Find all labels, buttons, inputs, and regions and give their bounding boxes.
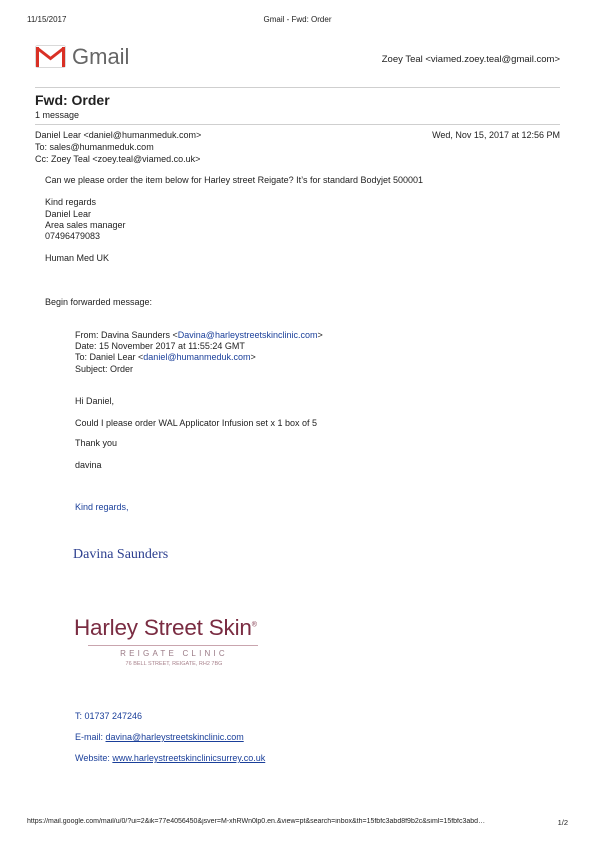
fwd-to-suffix: > — [250, 352, 256, 362]
contact-email — [75, 732, 244, 744]
fwd-from — [75, 330, 323, 342]
message-to: To: sales@humanmeduk.com — [35, 142, 154, 152]
forward-intro: Begin forwarded message: — [45, 297, 153, 307]
gmail-envelope-icon — [35, 45, 66, 68]
fwd-to-prefix: To: Daniel Lear < — [75, 352, 144, 362]
divider — [35, 124, 560, 125]
message-count: 1 message — [35, 110, 80, 120]
company-name: Human Med UK — [45, 253, 110, 263]
fwd-from-suffix: > — [317, 330, 323, 340]
clinic-logo-name: Harley Street Skin — [74, 615, 252, 640]
gmail-logo — [35, 45, 66, 73]
fwd-signoff: davina — [75, 460, 102, 470]
signature-phone: 07496479083 — [45, 231, 101, 241]
fwd-from-prefix: From: Davina Saunders < — [75, 330, 178, 340]
contact-website-label: Website: — [75, 753, 113, 763]
fwd-thanks: Thank you — [75, 438, 118, 448]
fwd-to-email-link[interactable]: daniel@humanmeduk.com — [143, 352, 251, 362]
clinic-logo-address: 76 BELL STREET, REIGATE, RH2 7BG — [125, 661, 223, 667]
contact-email-link[interactable]: davina@harleystreetskinclinic.com — [105, 732, 244, 742]
kind-regards: Kind regards, — [75, 502, 129, 512]
fwd-request: Could I please order WAL Applicator Infusion set x 1 box of 5 — [75, 418, 317, 428]
print-date: 11/15/2017 — [27, 15, 67, 24]
contact-website-link[interactable]: www.harleystreetskinclinicsurrey.co.uk — [112, 753, 266, 763]
body-line: Can we please order the item below for Harley street Reigate? It’s for standard Bodyjet 500001 — [45, 175, 424, 185]
page-number: 1/2 — [557, 818, 568, 827]
clinic-logo — [74, 615, 274, 673]
print-title: Gmail - Fwd: Order — [263, 15, 332, 24]
fwd-subject: Subject: Order — [75, 364, 134, 374]
message-date: Wed, Nov 15, 2017 at 12:56 PM — [432, 130, 560, 140]
fwd-date: Date: 15 November 2017 at 11:55:24 GMT — [75, 341, 245, 351]
print-url: https://mail.google.com/mail/u/0/?ui=2&ik=77e4056450&jsver=M-xhRWn0lp0.en.&view=pt&search=inbox&th=15fbfc3abd8f9b2c&siml=15fbfc3abd… — [27, 818, 486, 825]
account-email: Zoey Teal <viamed.zoey.teal@gmail.com> — [381, 54, 560, 65]
fwd-to — [75, 352, 256, 364]
clinic-logo-reg: ® — [251, 621, 257, 629]
gmail-wordmark: Gmail — [72, 44, 130, 69]
fwd-from-email-link[interactable]: Davina@harleystreetskinclinic.com — [177, 330, 318, 340]
thread-subject: Fwd: Order — [35, 92, 110, 108]
fwd-greeting: Hi Daniel, — [75, 396, 115, 406]
message-sender: Daniel Lear <daniel@humanmeduk.com> — [35, 130, 202, 140]
signature-line: Area sales manager — [45, 220, 126, 230]
sender-signature-name: Davina Saunders — [73, 547, 169, 562]
contact-phone: T: 01737 247246 — [75, 711, 143, 721]
signature-line: Daniel Lear — [45, 209, 92, 219]
divider — [35, 87, 560, 88]
logo-divider — [88, 645, 258, 646]
clinic-logo-location: REIGATE CLINIC — [120, 649, 228, 658]
message-cc: Cc: Zoey Teal <zoey.teal@viamed.co.uk> — [35, 154, 201, 164]
signature-line: Kind regards — [45, 197, 97, 207]
contact-website — [75, 753, 265, 765]
contact-email-label: E-mail: — [75, 732, 106, 742]
